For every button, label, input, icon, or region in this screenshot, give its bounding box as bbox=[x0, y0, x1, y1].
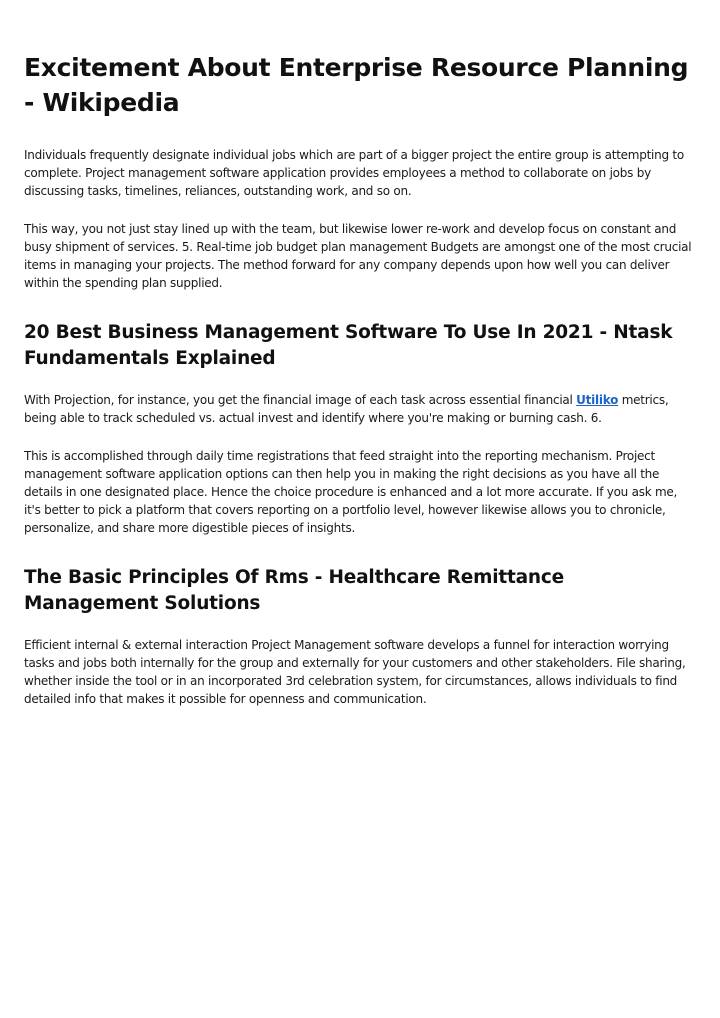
projection-text-end: metrics, being able to track scheduled vs. actual invest and identify where you're making or burning cash. 6. bbox=[24, 393, 669, 425]
intro-paragraph: Individuals frequently designate individual jobs which are part of a bigger project the entire group is attempting to complete. Project management software application provides employees a method to collaborate on jobs by discussing tasks, timelines, reliances, outstanding work, and so on. bbox=[24, 148, 684, 198]
projection-paragraph bbox=[24, 391, 696, 427]
reporting-paragraph: This is accomplished through daily time registrations that feed straight into the reporting mechanism. Project management software application options can then help you in making the right decisions as you have all the details in one designated place. Hence the choice procedure is enhanced and a lot more accurate. If you ask me, it's better to pick a platform that covers reporting on a portfolio level, however likewise allows you to chronicle, personalize, and share more digestible pieces of insights. bbox=[24, 449, 678, 535]
budget-paragraph: This way, you not just stay lined up with the team, but likewise lower re-work and develop focus on constant and busy shipment of services. 5. Real-time job budget plan management Budgets are amongst one of the most crucial items in managing your projects. The method forward for any company depends upon how well you can deliver within the spending plan supplied. bbox=[24, 222, 692, 290]
utiliko-link[interactable]: Utiliko bbox=[576, 393, 619, 407]
projection-text-start: With Projection, for instance, you get the financial image of each task across essential financial bbox=[24, 393, 577, 407]
page-title: Excitement About Enterprise Resource Planning - Wikipedia bbox=[24, 53, 689, 117]
section-heading-ntask: 20 Best Business Management Software To Use In 2021 - Ntask Fundamentals Explained bbox=[24, 322, 673, 369]
interaction-paragraph: Efficient internal & external interaction Project Management software develops a funnel for interaction worrying tasks and jobs both internally for the group and externally for your customers and other stakeholders. File sharing, whether inside the tool or in an incorporated 3rd celebration system, for circumstances, allows individuals to find detailed info that makes it possible for openness and communication. bbox=[24, 638, 686, 706]
article bbox=[24, 0, 696, 708]
section-heading-rms: The Basic Principles Of Rms - Healthcare Remittance Management Solutions bbox=[24, 567, 565, 614]
